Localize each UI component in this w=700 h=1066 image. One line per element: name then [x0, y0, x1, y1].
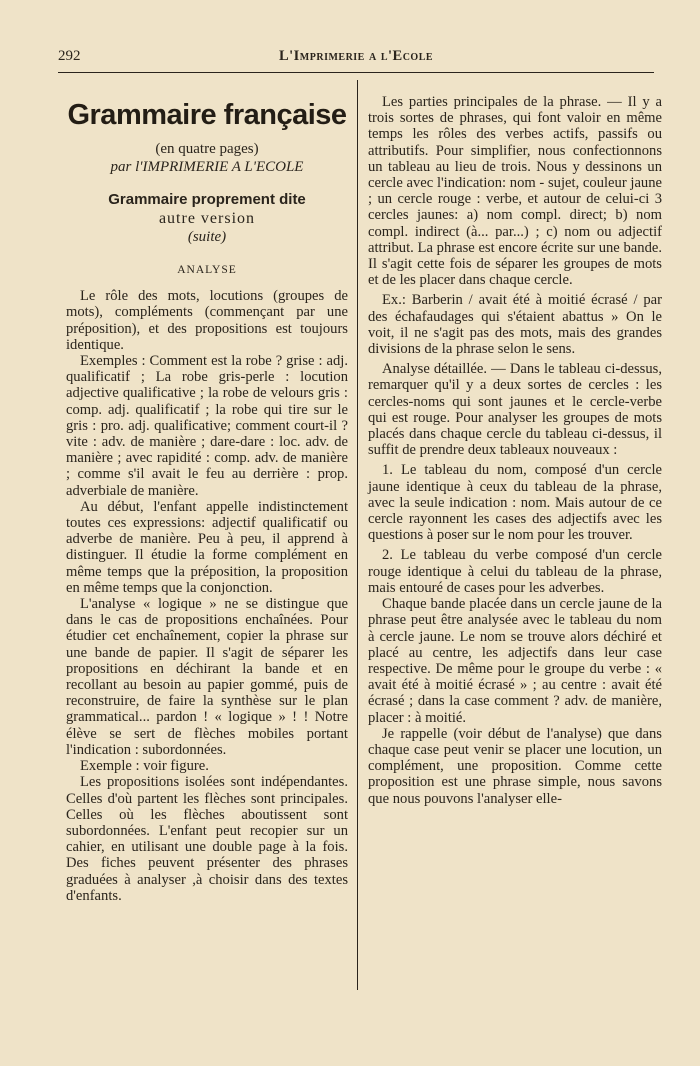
running-title: L'Imprimerie a l'Ecole	[278, 48, 434, 64]
paragraph: Le rôle des mots, locutions (groupes de mots), compléments (commençant par une préposition), et des propositions est toujours identique.	[66, 288, 348, 353]
left-column	[66, 84, 348, 904]
paragraph: Ex.: Barberin / avait été à moitié écrasé / par des échafaudages qui s'étaient abattus » On le voit, il ne s'agit pas des mots, mais des grandes divisions de la phrase selon le sens.	[368, 292, 662, 358]
paragraph: Exemple : voir figure.	[80, 758, 209, 775]
paragraph: Je rappelle (voir début de l'analyse) que dans chaque case peut venir se placer une locution, un complément, une proposition. Comme cette proposition est une phrase simple, nous savons que nous pouvons l'analyser elle-	[368, 725, 662, 807]
header-rule	[58, 72, 654, 73]
column-rule	[357, 80, 358, 990]
paragraph: Les propositions isolées sont indépendantes. Celles d'où partent les flèches sont principales. Celles où les flèches aboutissent sont subordonnées. L'enfant peut recopier sur un cahier, en utilisant une double page à la fois. Des fiches peuvent présenter des phrases graduées à analyser ,à choisir dans des textes d'enfants.	[66, 774, 348, 904]
paragraph: Analyse détaillée. — Dans le tableau ci-dessus, remarquer qu'il y a deux sortes de cercles : les cercles-noms qui sont jaunes et le cercle-verbe qui est rouge. Pour analyser les groupes de mots placés dans chaque cercle du tableau ci-dessus, il suffit de prendre deux tableaux nouveaux :	[368, 361, 662, 459]
section-heading: Grammaire proprement dite	[108, 191, 306, 208]
paragraph: Exemples : Comment est la robe ? grise : adj. qualificatif ; La robe gris-perle : locution adjective qualificative ; la robe de velours gris : comp. adj. qualificatif ; la robe qui tire sur le gris : pro. adj. qualificative; comment court-il ? vite : adv. de manière ; dare-dare : loc. adv. de manière ; avec rapidité : comp. adv. de manière ; comme s'il avait le feu au derrière : prop. adverbiale de manière.	[66, 353, 348, 499]
analysis-heading: ANALYSE	[177, 264, 237, 276]
page-header	[58, 44, 654, 68]
paragraph: 1. Le tableau du nom, composé d'un cercle jaune identique à ceux du tableau de la phrase, avec la seule indication : nom. Mais autour de ce cercle rayonnent les cases des adjectifs avec les questions à poser sur le nom pour les trouver.	[368, 462, 662, 544]
article-byline: par l'IMPRIMERIE A L'ECOLE	[110, 159, 304, 175]
paragraph: Au début, l'enfant appelle indistinctement toutes ces expressions: adjectif qualificatif ou adverbe de manière. Peu à peu, il apprend à distinguer. Il étudie la forme complément en même temps que la préposition, la proposition en même temps que la conjonction.	[66, 498, 348, 596]
paragraph: Les parties principales de la phrase. — Il y a trois sortes de phrases, qui font valoir en même temps les rôles des verbes actifs, passifs ou attributifs. Pour simplifier, nous confectionnons un tableau au lieu de trois. Nous y dessinons un cercle avec l'indication: nom - sujet, couleur jaune ; un cercle rouge : verbe, et autour de celui-ci 3 cercles jaunes: a) nom compl. direct; b) nom compl. indirect (à... par...) ; c) nom ou adjectif attribut. La phrase est encore écrite sur une bande. Il s'agit cette fois de séparer les groupes de mots et de les placer dans chaque cercle.	[368, 94, 662, 289]
paragraph: L'analyse « logique » ne se distingue que dans le cas de propositions enchaînées. Pour étudier cet enchaînement, copier la phrase sur une bande de papier. Il s'agit de séparer les propositions en déchirant la bande et en recollant au besoin au papier gommé, puis de reconstruire, de faire la synthèse sur le plan grammatical... pardon ! « logique » ! ! Notre élève se sert de flèches mobiles portant l'indication : subordonnées.	[66, 596, 348, 758]
article-title: Grammaire française	[67, 99, 347, 131]
section-subheading: autre version	[158, 210, 256, 227]
paragraph: Chaque bande placée dans un cercle jaune de la phrase peut être analysée avec le tableau du nom à cercle jaune. Le nom se trouve alors déchiré et placé au centre, les adjectifs dans leur case respective. De même pour le groupe du verbe : « avait été à moitié écrasé » ; au centre : avait été écrasé ; dans la case comment ? adv. de manière, placer : à moitié.	[368, 596, 662, 726]
section-continued: (suite)	[187, 229, 227, 245]
paragraph: 2. Le tableau du verbe composé d'un cercle rouge identique à celui du tableau de la phrase, mais entouré de cases pour les adverbes.	[368, 547, 662, 596]
page-number: 292	[58, 48, 81, 64]
article-subtitle: (en quatre pages)	[155, 141, 259, 157]
right-column	[368, 94, 662, 807]
